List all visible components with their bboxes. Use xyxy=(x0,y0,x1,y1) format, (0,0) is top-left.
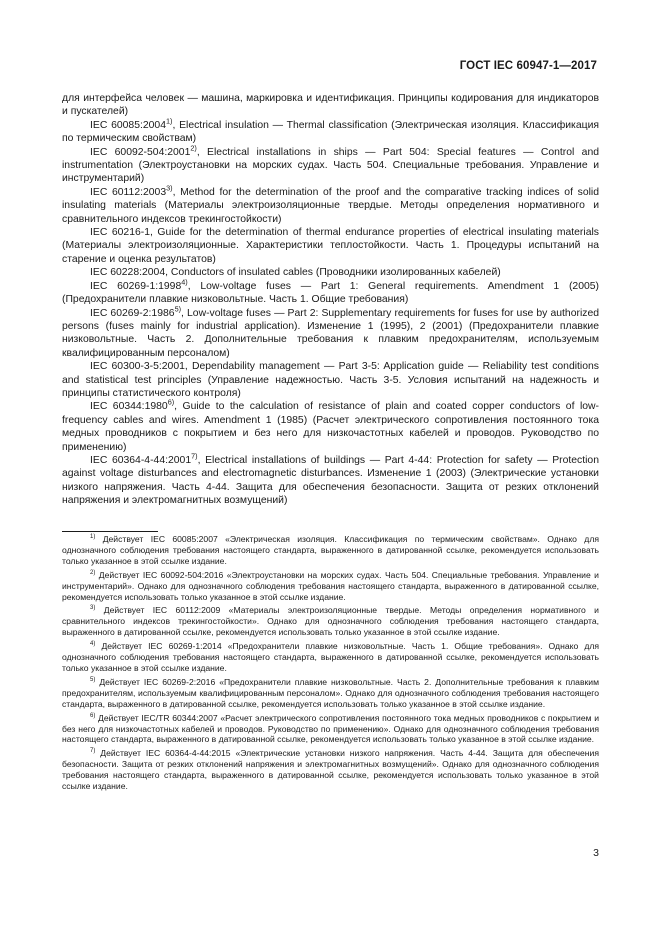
footnote-number: 5) xyxy=(90,677,96,684)
page-number: 3 xyxy=(593,847,599,859)
reference-text: , Dependability management — Part 3-5: Application guide — Reliability test conditions and statistical test principles (Управление надежностью. Часть 3-5. Условия испытаний на надежность и принципы статистического контроля) xyxy=(62,361,599,399)
footnote-mark: 6) xyxy=(167,397,175,407)
footnote xyxy=(62,641,599,674)
reference-code: IEC 60344:1980 xyxy=(90,401,168,413)
reference-code: IEC 60269-2:1986 xyxy=(90,307,175,319)
reference-text: , Low-voltage fuses — Part 1: General requirements. Amendment 1 (2005) (Предохранители плавкие низковольтные. Часть 1. Общие требования) xyxy=(62,280,599,306)
footnote xyxy=(62,605,599,638)
reference-item xyxy=(62,116,599,146)
footnote-number: 6) xyxy=(90,712,96,719)
footnote-mark: 3) xyxy=(166,183,173,193)
footnote-mark: 7) xyxy=(191,451,198,461)
footnote-number: 2) xyxy=(90,569,96,576)
reference-item xyxy=(62,451,599,508)
footnote-mark: 4) xyxy=(181,277,188,287)
footnote-mark: 2) xyxy=(190,143,197,153)
reference-item xyxy=(62,226,599,266)
reference-item xyxy=(62,143,599,186)
reference-code: IEC 60216-1 xyxy=(90,227,150,239)
reference-text: , Method for the determination of the proof and the comparative tracking indices of solid insulating materials (Материалы электроизоляционные твердые. Методы определения нормативного и сравнительного индексов трекингостойкости) xyxy=(62,186,599,225)
reference-code: IEC 60228:2004 xyxy=(90,267,166,279)
reference-item xyxy=(62,266,599,279)
reference-code: IEC 60269-1:1998 xyxy=(90,280,182,292)
reference-text: , Conductors of insulated cables (Проводники изолированных кабелей) xyxy=(165,267,501,279)
footnote-mark: 1) xyxy=(165,116,173,126)
footnote-number: 7) xyxy=(90,748,96,755)
footnote-number: 1) xyxy=(90,534,96,541)
reference-item xyxy=(62,360,599,400)
footnote xyxy=(62,677,599,710)
footnotes-block xyxy=(62,534,599,795)
footnote-text: Действует IEC 60092-504:2016 «Электроустановки на морских судах. Часть 504. Специальные требования. Управление и инструментарий». Однако для однозначного соблюдения требования настоящего стандарта, выраженного в датированной ссылке, рекомендуется использовать только указанное в этой ссылке издание. xyxy=(62,569,599,602)
reference-item xyxy=(62,277,599,307)
reference-text: , Electrical installations of buildings — Part 4-44: Protection for safety — Protection against voltage disturbances and electromagnetic disturbances. Изменение 1 (2003) (Электрические установки низкого напряжения. Часть 4-44. Защита для обеспечения безопасности. Защита от резких отклонений напряжения и электромагнитных возмущений) xyxy=(62,454,599,507)
footnote xyxy=(62,570,599,603)
intro-paragraph: для интерфейса человек — машина, маркировка и идентификация. Принципы кодирования для индикаторов и пускателей) xyxy=(62,93,599,118)
reference-text: , Low-voltage fuses — Part 2: Supplementary requirements for fuses for use by authorized persons (fuses mainly for industrial application). Изменение 1 (1995), 2 (2001) (Предохранители плавкие низковольтные. Часть 2. Дополнительные требования к плавким предохранителям, используемым квалифицированным персоналом) xyxy=(62,307,599,359)
reference-item xyxy=(62,397,599,454)
reference-code: IEC 60085:2004 xyxy=(90,119,166,131)
reference-item xyxy=(62,304,599,361)
footnote-mark: 5) xyxy=(174,304,182,314)
reference-text: , Electrical installations in ships — Part 504: Special features — Control and instrumentation (Электроустановки на морских судах. Часть 504. Специальные требования. Управление и инструментарий) xyxy=(62,146,599,185)
references-list xyxy=(62,116,599,508)
references-body xyxy=(62,92,599,508)
footnote-text: Действует IEC 60269-2:2016 «Предохранители плавкие низковольтные. Часть 2. Дополнительные требования к плавким предохранителям, используемым квалифицированным персоналом». Однако для однозначного соблюдения требования настоящего стандарта, выраженного в датированной ссылке, рекомендуется использовать только указанное в этой ссылке издание. xyxy=(62,676,599,709)
footnote-number: 3) xyxy=(90,605,96,612)
reference-text: , Electrical insulation — Thermal classification (Электрическая изоляция. Классификация по термическим свойствам) xyxy=(62,119,599,145)
footnote-text: Действует IEC/TR 60344:2007 «Расчет электрического сопротивления постоянного тока медных проводников с покрытием и без него для низкочастотных кабелей и проводов. Руководство по применению». Однако для однозначного соблюдения требования настоящего стандарта, выраженного в датированной ссылке, рекомендуется использовать только указанное в этой ссылке издание. xyxy=(62,712,599,745)
footnote xyxy=(62,713,599,746)
footnote-text: Действует IEC 60112:2009 «Материалы электроизоляционные твердые. Методы определения нормативного и сравнительного индексов трекингостойкости». Однако для однозначного соблюдения требования настоящего стандарта, выраженного в датированной ссылке, рекомендуется использовать только указанное в этой ссылке издание. xyxy=(62,605,599,638)
footnote-number: 4) xyxy=(90,641,96,648)
reference-code: IEC 60300-3-5:2001 xyxy=(90,361,185,373)
reference-text: , Guide for the determination of thermal endurance properties of electrical insulating materials (Материалы электроизоляционные. Характеристики теплостойкости. Часть 1. Процедуры испытаний на старение и оценка результатов) xyxy=(62,227,599,265)
footnote xyxy=(62,534,599,567)
reference-item xyxy=(62,183,599,226)
reference-text: , Guide to the calculation of resistance of plain and coated copper conductors of low-frequency cables and wires. Amendment 1 (1985) (Расчет электрического сопротивления постоянного тока медных проводников с покрытием и без него для низкочастотных кабелей и проводов. Руководство по применению) xyxy=(62,401,599,453)
footnote-text: Действует IEC 60085:2007 «Электрическая изоляция. Классификация по термическим свойствам». Однако для однозначного соблюдения требования настоящего стандарта, выраженного в датированной ссылке, рекомендуется использовать только указанное в этой ссылке издание. xyxy=(62,534,599,566)
footnote xyxy=(62,748,599,792)
reference-code: IEC 60112:2003 xyxy=(90,186,167,198)
reference-code: IEC 60092-504:2001 xyxy=(90,146,191,158)
reference-code: IEC 60364-4-44:2001 xyxy=(90,454,192,466)
footnote-text: Действует IEC 60269-1:2014 «Предохранители плавкие низковольтные. Часть 1. Общие требования». Однако для однозначного соблюдения требования настоящего стандарта, выраженного в датированной ссылке, рекомендуется использовать только указанное в этой ссылке издание. xyxy=(62,641,599,673)
footnote-divider xyxy=(62,531,158,532)
footnote-text: Действует IEC 60364-4-44:2015 «Электрические установки низкого напряжения. Часть 4-44. Защита для обеспечения безопасности. Защита от резких отклонений напряжения и электромагнитных возмущений». Однако для однозначного соблюдения требования настоящего стандарта, выраженного в датированной ссылке, рекомендуется использовать только указанное в этой ссылке издание. xyxy=(62,748,599,792)
standard-header: ГОСТ IEC 60947-1—2017 xyxy=(459,60,597,72)
